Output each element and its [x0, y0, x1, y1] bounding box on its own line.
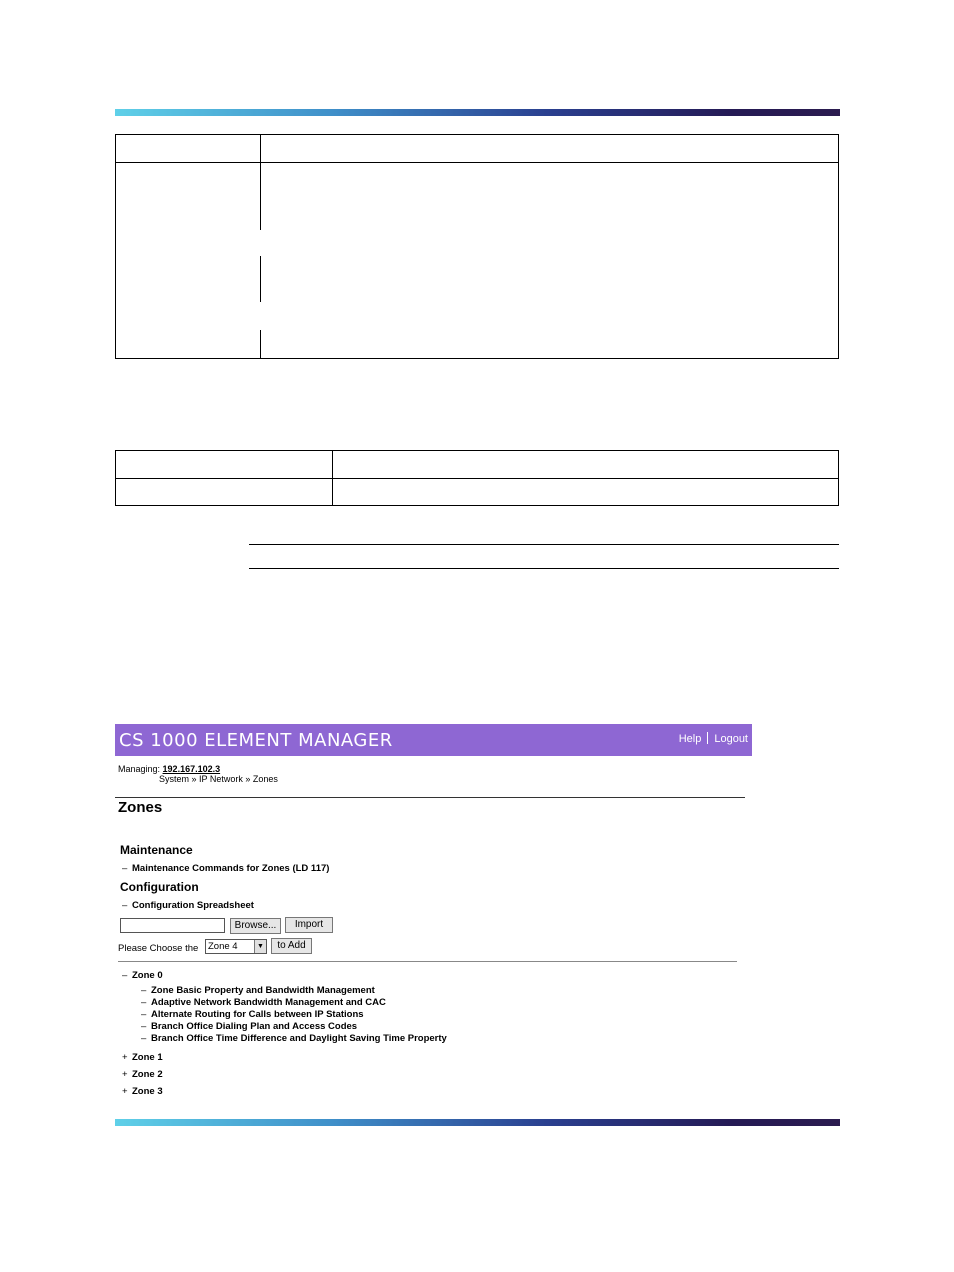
zone-sub-link-label: Alternate Routing for Calls between IP Stations [151, 1009, 364, 1020]
zone-3-toggle[interactable] [122, 1086, 163, 1097]
browse-button[interactable]: Browse... [230, 918, 281, 934]
zone-sub-link-label: Branch Office Dialing Plan and Access Codes [151, 1021, 358, 1032]
zone-sub-link[interactable] [141, 1009, 364, 1020]
divider [118, 961, 737, 962]
maintenance-commands-link[interactable] [122, 863, 329, 874]
zone-sub-link[interactable] [141, 1021, 357, 1032]
header-links [679, 732, 748, 745]
zone-select-value: Zone 4 [208, 941, 238, 952]
managing-ip-link[interactable]: 192.167.102.3 [162, 764, 221, 774]
table-column-divider [260, 135, 261, 230]
dash-marker: – [141, 1033, 147, 1044]
zone-1-toggle[interactable] [122, 1052, 163, 1063]
zone-label: Zone 2 [132, 1069, 163, 1080]
table-column-divider [260, 256, 261, 302]
table-column-divider [332, 451, 333, 505]
expand-marker: + [122, 1069, 128, 1080]
zone-sub-link-label: Zone Basic Property and Bandwidth Management [151, 985, 375, 996]
zone-2-toggle[interactable] [122, 1069, 163, 1080]
dash-marker: – [141, 985, 147, 996]
collapse-marker: – [122, 863, 128, 874]
zone-sub-link-label: Branch Office Time Difference and Daylight Saving Time Property [151, 1033, 447, 1044]
logout-link[interactable]: Logout [714, 733, 748, 745]
zone-sub-link[interactable] [141, 1033, 447, 1044]
rule-line [249, 544, 839, 545]
zone-label: Zone 3 [132, 1086, 163, 1097]
app-title: CS 1000 ELEMENT MANAGER [119, 730, 393, 751]
link-label: Configuration Spreadsheet [132, 900, 254, 911]
file-path-input[interactable] [120, 918, 225, 933]
managing-label: Managing: [118, 764, 161, 774]
rule-line [249, 568, 839, 569]
expand-marker: + [122, 1086, 128, 1097]
link-separator [707, 732, 708, 744]
help-link[interactable]: Help [678, 733, 702, 745]
zone-sub-link[interactable] [141, 985, 375, 996]
table-column-divider [260, 330, 261, 359]
table-row-divider [116, 162, 838, 163]
element-manager-panel [115, 724, 752, 1104]
bottom-gradient-bar [115, 1119, 840, 1126]
app-header [115, 724, 752, 756]
maintenance-heading: Maintenance [120, 843, 193, 857]
chevron-down-icon[interactable]: ▼ [254, 940, 266, 953]
document-table-2 [115, 450, 839, 506]
zone-label: Zone 0 [132, 970, 163, 981]
table-row-divider [116, 478, 838, 479]
document-table-1 [115, 134, 839, 359]
managing-info [118, 764, 220, 774]
zone-label: Zone 1 [132, 1052, 163, 1063]
import-button[interactable]: Import [285, 917, 333, 933]
zone-select[interactable] [205, 939, 267, 954]
top-gradient-bar [115, 109, 840, 116]
breadcrumb: System » IP Network » Zones [159, 774, 278, 784]
choose-zone-label: Please Choose the [118, 943, 199, 954]
zone-sub-link-label: Adaptive Network Bandwidth Management and CAC [151, 997, 386, 1008]
configuration-spreadsheet-link[interactable] [122, 900, 254, 911]
page-title: Zones [118, 799, 163, 816]
divider [115, 797, 745, 798]
expand-marker: + [122, 1052, 128, 1063]
dash-marker: – [141, 1009, 147, 1020]
configuration-heading: Configuration [120, 880, 199, 894]
dash-marker: – [141, 1021, 147, 1032]
zone-sub-link[interactable] [141, 997, 386, 1008]
link-label: Maintenance Commands for Zones (LD 117) [132, 863, 330, 874]
dash-marker: – [141, 997, 147, 1008]
collapse-marker: – [122, 970, 128, 981]
collapse-marker: – [122, 900, 128, 911]
zone-0-toggle[interactable] [122, 970, 163, 981]
add-zone-button[interactable]: to Add [271, 938, 312, 954]
